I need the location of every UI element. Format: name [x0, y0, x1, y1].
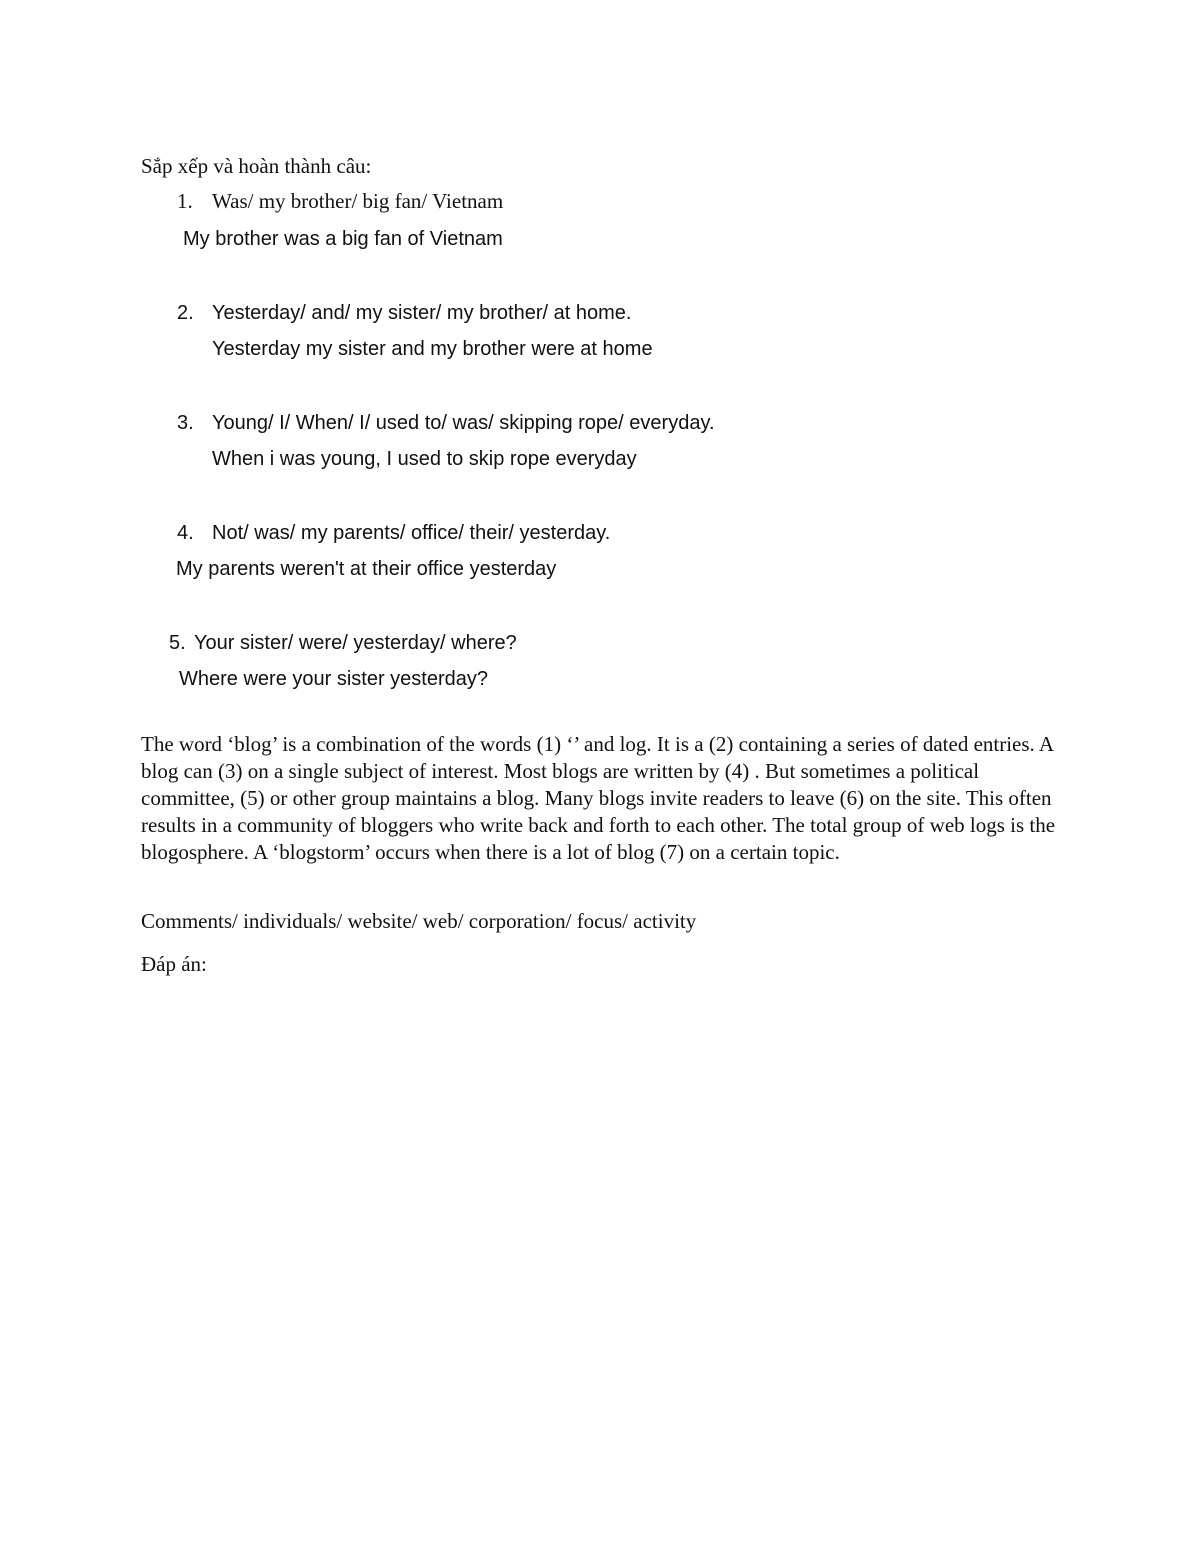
exercise-answer: When i was young, I used to skip rope everyday	[212, 448, 637, 470]
exercise-number: 1.	[177, 189, 193, 213]
exercise-answer: Where were your sister yesterday?	[179, 668, 489, 690]
exercise-answer: My parents weren't at their office yesterday	[176, 558, 557, 580]
answer-label: Đáp án:	[141, 952, 207, 976]
exercise-prompt: Young/ I/ When/ I/ used to/ was/ skipping rope/ everyday.	[212, 412, 715, 434]
word-bank: Comments/ individuals/ website/ web/ corporation/ focus/ activity	[141, 909, 697, 933]
exercise-answer: My brother was a big fan of Vietnam	[183, 228, 503, 250]
exercise-number: 4.	[177, 522, 194, 544]
exercise-number: 2.	[177, 302, 194, 324]
exercise-prompt: Yesterday/ and/ my sister/ my brother/ at home.	[212, 302, 632, 324]
exercise-answer: Yesterday my sister and my brother were at home	[212, 338, 653, 360]
exercise-number: 3.	[177, 412, 194, 434]
exercise-number: 5.	[169, 632, 186, 654]
exercise-prompt: Was/ my brother/ big fan/ Vietnam	[212, 189, 504, 213]
exercise-prompt: Your sister/ were/ yesterday/ where?	[194, 632, 517, 654]
exercise-heading: Sắp xếp và hoàn thành câu:	[141, 154, 372, 178]
exercise-prompt: Not/ was/ my parents/ office/ their/ yesterday.	[212, 522, 611, 544]
reading-passage: The word ‘blog’ is a combination of the words (1) ‘’ and log. It is a (2) containing a series of dated entries. A blog can (3) on a single subject of interest. Most blogs are written by (4) . But sometimes a political committee, (5) or other group maintains a blog. Many blogs invite readers to leave (6) on the site. This often results in a community of bloggers who write back and forth to each other. The total group of web logs is the blogosphere. A ‘blogstorm’ occurs when there is a lot of blog (7) on a certain topic.	[141, 732, 1056, 864]
